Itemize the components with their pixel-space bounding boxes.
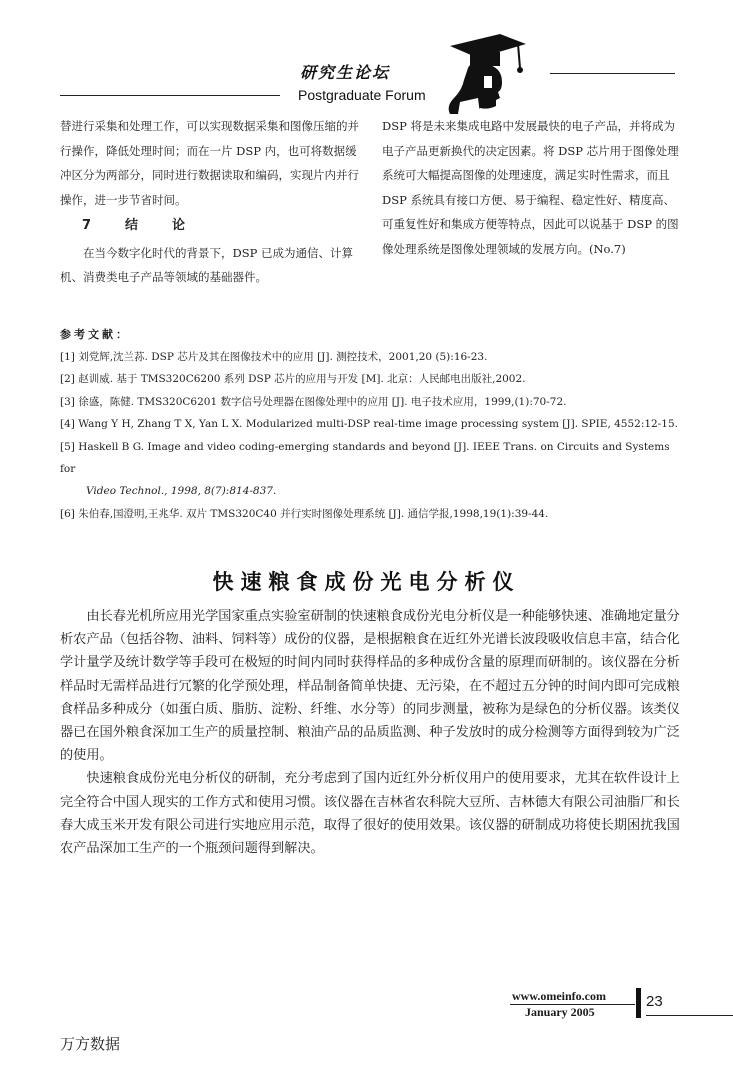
article-title: 快速粮食成份光电分析仪 — [212, 570, 521, 594]
reference-item: [3] 徐盛，陈健. TMS320C6201 数字信号处理器在图像处理中的应用 [J]. 电子技术应用，1999,(1):70-72. — [60, 395, 567, 408]
graduate-cap-logo-icon — [440, 32, 530, 114]
forum-title-en: Postgraduate Forum — [298, 87, 426, 103]
header-rule-left — [60, 95, 280, 96]
article-paragraph-2: 快速粮食成份光电分析仪的研制，充分考虑到了国内近红外分析仪用户的使用要求，尤其在软件设计上完全符合中国人现实的工作方式和使用习惯。该仪器在吉林省农科院大豆所、吉林德大有限公司油脂厂和长春大成玉米开发有限公司进行实地应用示范，取得了很好的使用效果。该仪器的研制成功将使长期困扰我国农产品深加工生产的一个瓶颈问题得到解决。 — [60, 771, 680, 857]
footer-bar — [636, 988, 641, 1018]
right-paragraph-1: DSP 将是未来集成电路中发展最快的电子产品，并将成为电子产品更新换代的决定因素。将 DSP 芯片用于图像处理系统可大幅提高图像的处理速度，满足实时性需求，而且 DSP 系统具有接口方便、易于编程、稳定性好、精度高、可重复性好和集成方便等特点，因此可以说基于 DSP 的图像处理系统是图像处理领域的发展方向。(No.7) — [382, 119, 679, 256]
article-body — [60, 605, 680, 860]
section-number: 7 — [82, 218, 126, 233]
reference-item: [1] 刘党辉,沈兰荪. DSP 芯片及其在图像技术中的应用 [J]. 测控技术，2001,20 (5):16-23. — [60, 351, 488, 363]
footer-date: January 2005 — [525, 1005, 595, 1019]
reference-item-continuation: Video Technol., 1998, 8(7):814-837. — [86, 485, 277, 498]
reference-item: [5] Haskell B G. Image and video coding-emerging standards and beyond [J]. IEEE Trans. on Circuits and Systems for — [60, 440, 670, 476]
left-paragraph-2: 在当今数字化时代的背景下，DSP 已成为通信、计算机、消费类电子产品等领域的基础器件。 — [60, 245, 353, 284]
left-column — [60, 114, 360, 290]
article-paragraph-1: 由长春光机所应用光学国家重点实验室研制的快速粮食成份光电分析仪是一种能够快速、准确地定量分析农产品（包括谷物、油料、饲料等）成份的仪器，是根据粮食在近红外光谱长波段吸收信息丰富，结合化学计量学及统计数学等手段可在极短的时间内同时获得样品的多种成份含量的原理而研制的。该仪器在分析样品时无需样品进行冗繁的化学预处理，样品制备简单快捷、无污染，在不超过五分钟的时间内即可完成粮食样品多种成分（如蛋白质、脂肪、淀粉、纤维、水分等）的同步测量，被称为是绿色的分析仪器。该类仪器已在国外粮食深加工生产的质量控制、粮油产品的品质监测、种子发放时的成分检测等方面得到较为广泛的使用。 — [60, 609, 680, 764]
section-heading — [60, 214, 360, 239]
watermark-text: 万方数据 — [60, 1035, 121, 1053]
left-paragraph-1: 替进行采集和处理工作，可以实现数据采集和图像压缩的并行操作，降低处理时间；而在一片 DSP 内，也可将数据缓冲区分为两部分，同时进行数据读取和编码，实现片内并行操作，进一步节省时间。 — [60, 119, 359, 207]
section-title: 结论 — [125, 218, 220, 233]
footer-url: www.omeinfo.com — [512, 989, 606, 1003]
right-column — [382, 114, 679, 261]
header-rule-right — [550, 73, 675, 74]
forum-title-cn: 研究生论坛 — [300, 63, 391, 82]
reference-item: [4] Wang Y H, Zhang T X, Yan L X. Modularized multi-DSP real-time image processing system [J]. SPIE, 4552:12-15. — [60, 418, 678, 431]
footer-rule-right — [646, 1015, 733, 1016]
reference-item: [6] 朱伯春,国澄明,王兆华. 双片 TMS320C40 并行实时图像处理系统 [J]. 通信学报,1998,19(1):39-44. — [60, 507, 549, 520]
references-title: 参考文献： — [60, 328, 130, 341]
reference-item: [2] 赵训威. 基于 TMS320C6200 系列 DSP 芯片的应用与开发 [M]. 北京：人民邮电出版社,2002. — [60, 373, 526, 386]
page-number: 23 — [646, 993, 663, 1010]
references-list — [60, 346, 685, 525]
